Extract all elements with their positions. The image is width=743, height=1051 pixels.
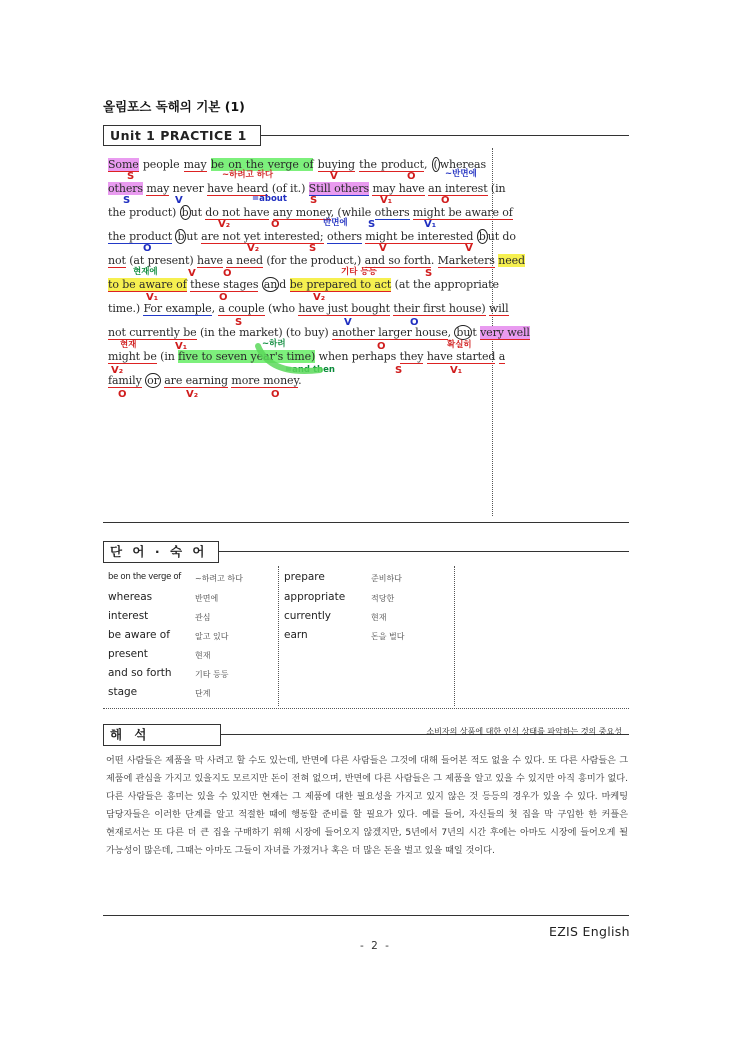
annotation-note: =and then	[285, 365, 335, 375]
passage-line-9: might be (in five to seven year's time) when perhaps they have started a	[108, 350, 506, 363]
vocab-term: present	[108, 648, 148, 660]
annotation-v: V₂	[111, 365, 124, 376]
annotation-o: O	[441, 195, 450, 206]
vocab-meaning: 준비하다	[371, 574, 402, 583]
annotation-o: O	[219, 292, 228, 303]
translation-body: 어떤 사람들은 제품을 막 사려고 할 수도 있는데, 반면에 다른 사람들은 그것에 대해 들어본 적도 없을 수 있다. 또 다른 사람들은 그 제품에 관심을 가지고 있을지도 모르지만 돈이 전혀 없으며, 반면에 다른 사람들은 그 제품을 알고 있을 수 있지만 아직 흥미가 없다. 다른 사람들은 흥미는 있을 수 있지만 현재는 그 제품에 대한 필요성을 가지고 있지 않은 것 등등의 경우가 있을 수 있다. 마케팅 담당자들은 이러한 단계를 알고 적절한 때에 행동할 준비를 할 필요가 있다. 예를 들어, 자신들의 첫 집을 막 구입한 한 커플은 현재로서는 또 다른 더 큰 집을 구매하기 위해 시장에 들어오지 않겠지만, 5년에서 7년의 시간 후에는 아마도 시장에 들어오게 될 가능성이 많은데, 그때는 아마도 그들이 자녀를 가졌거나 혹은 더 많은 돈을 벌고 있을 때일 것이다.	[106, 756, 628, 856]
annotation-note: ~하려고 하다	[222, 170, 274, 180]
annotation-note: ~하려	[262, 339, 286, 349]
vocab-meaning: 반면에	[195, 594, 219, 603]
annotation-note: 기타 등등	[341, 267, 377, 277]
passage-line-8: not currently be (in the market) (to buy) another larger house, bu t very well	[108, 326, 530, 339]
vocab-term: currently	[284, 610, 332, 622]
vocab-title: 단 어 · 숙 어	[103, 541, 219, 563]
annotation-note: 확실히	[447, 340, 472, 350]
annotation-s: S	[368, 219, 376, 230]
annotation-v: V₂	[313, 292, 326, 303]
passage-line-7: time.) For example, a couple (who have just bought their first house) will	[108, 302, 509, 315]
annotation-o: O	[410, 317, 419, 328]
annotation-v: V₂	[247, 243, 260, 254]
footer-rule	[103, 915, 629, 916]
annotation-o: O	[223, 268, 232, 279]
vocab-divider-1	[278, 566, 279, 706]
brand-label: EZIS English	[549, 924, 630, 939]
annotation-v: V₁	[424, 219, 437, 230]
vocab-rule	[218, 551, 629, 552]
unit-label: Unit 1 PRACTICE 1	[103, 125, 261, 146]
annotation-note: 현재	[120, 340, 137, 350]
vocab-meaning: 관심	[195, 613, 211, 622]
annotation-note: =about	[252, 194, 287, 204]
vocab-term: be aware of	[108, 629, 170, 641]
unit-rule	[260, 135, 629, 136]
vocab-meaning: 돈을 벌다	[371, 632, 405, 641]
annotation-o: O	[143, 243, 152, 254]
annotation-s: S	[127, 171, 135, 182]
annotation-o: O	[271, 389, 280, 400]
passage-line-3: the product) b ut do not have any money, (while others might be aware of	[108, 206, 513, 219]
vocab-term: interest	[108, 610, 149, 622]
vocab-meaning: 현재	[371, 613, 387, 622]
translation-subtitle: 소비자의 상품에 대한 인식 상태를 파악하는 것의 중요성	[426, 727, 622, 736]
annotation-note: ~반면에	[445, 169, 477, 179]
passage-line-4: the product b ut are not yet interested; others might be interested b ut do	[108, 230, 516, 243]
vocab-term: appropriate	[284, 591, 346, 603]
annotation-o: O	[407, 171, 416, 182]
vocab-term: prepare	[284, 571, 325, 583]
annotation-v: V₁	[175, 341, 188, 352]
vocab-term: be on the verge of	[108, 572, 181, 582]
passage-line-2: others may never have heard (of it.) Still others may have an interest (in	[108, 182, 506, 195]
annotation-s: S	[395, 365, 403, 376]
vocab-bottom-rule	[103, 708, 629, 709]
annotation-note: 현재에	[133, 267, 158, 277]
passage-line-5: not (at present) have a need (for the product,) and so forth. Marketers need	[108, 254, 525, 267]
annotation-o: O	[118, 389, 127, 400]
vocab-term: earn	[284, 629, 308, 641]
vocab-meaning: 단계	[195, 689, 211, 698]
annotation-v: V₂	[186, 389, 199, 400]
annotation-o: O	[271, 219, 280, 230]
annotation-v: V	[465, 243, 473, 254]
annotation-v: V	[175, 195, 183, 206]
passage-line-6: to be aware of these stages an d be prepared to act (at the appropriate	[108, 278, 499, 291]
passage-line-10: family or are earning more money.	[108, 374, 302, 387]
vocab-meaning: 현재	[195, 651, 211, 660]
annotation-v: V	[188, 268, 196, 279]
vocab-meaning: 기타 등등	[195, 670, 229, 679]
annotation-v: V	[330, 171, 338, 182]
vocab-meaning: 알고 있다	[195, 632, 229, 641]
vocab-meaning: ~하려고 하다	[195, 574, 243, 583]
annotation-v: V	[379, 243, 387, 254]
page-number: - 2 -	[360, 940, 391, 952]
annotation-v: V₁	[146, 292, 159, 303]
green-arc-mark	[250, 340, 330, 380]
annotation-v: V₁	[380, 195, 393, 206]
annotation-s: S	[235, 317, 243, 328]
annotation-s: S	[310, 195, 318, 206]
passage-bottom-rule	[103, 522, 629, 523]
annotation-s: S	[425, 268, 433, 279]
vocab-meaning: 적당한	[371, 594, 395, 603]
vocab-term: whereas	[108, 591, 153, 603]
document-title: 올림포스 독해의 기본 (1)	[103, 99, 245, 114]
annotation-s: S	[309, 243, 317, 254]
annotation-v: V₂	[218, 219, 231, 230]
vocab-term: stage	[108, 686, 138, 698]
annotation-note: 반면에	[323, 218, 348, 228]
vocab-divider-2	[454, 566, 455, 706]
translation-title: 해 석	[103, 724, 221, 746]
vocab-term: and so forth	[108, 667, 172, 679]
annotation-s: S	[123, 195, 131, 206]
annotation-v: V₁	[450, 365, 463, 376]
annotation-v: V	[344, 317, 352, 328]
annotation-o: O	[377, 341, 386, 352]
passage-line-1: Some people may be on the verge of buying the product, ( whereas	[108, 158, 486, 171]
